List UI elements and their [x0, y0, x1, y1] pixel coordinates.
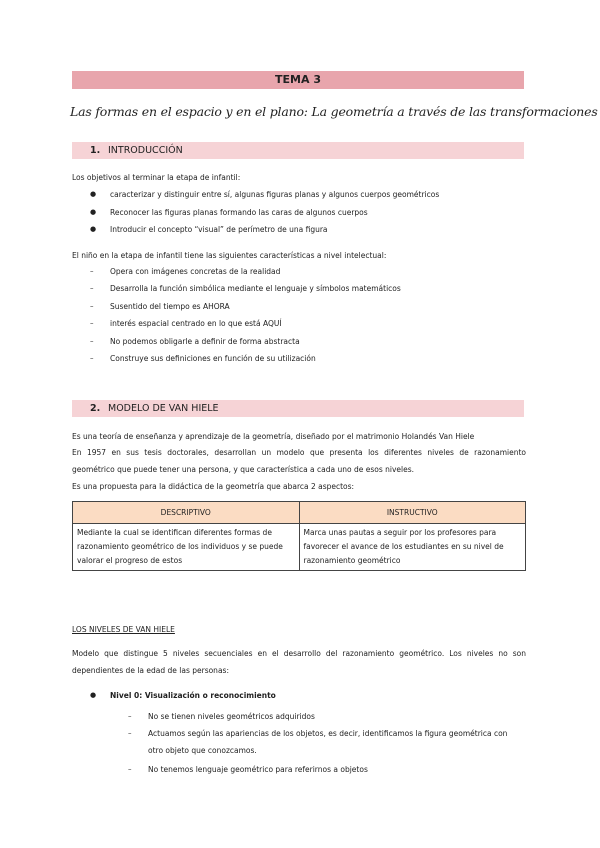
table-cell-descriptivo: Mediante la cual se identifican diferentes formas de razonamiento geométrico de los individuos y se puede valorar el progreso de estos: [73, 524, 300, 571]
section-2-title: MODELO DE VAN HIELE: [108, 403, 219, 414]
section-2-paragraph: Es una teoría de enseñanza y aprendizaje de la geometría, diseñado por el matrimonio Holandés Van Hiele: [72, 432, 475, 441]
levels-heading: LOS NIVELES DE VAN HIELE: [72, 625, 175, 634]
dash-icon: –: [128, 765, 132, 773]
objective-item: ● Introducir el concepto “visual” de perímetro de una figura: [90, 225, 328, 234]
dash-icon: –: [128, 729, 132, 737]
dash-icon: –: [90, 354, 94, 362]
dash-icon: –: [90, 302, 94, 310]
dash-icon: –: [90, 319, 94, 327]
objective-item: ● caracterizar y distinguir entre sí, algunas figuras planas y algunos cuerpos geométricos: [90, 190, 440, 199]
table-header-descriptivo: DESCRIPTIVO: [73, 502, 300, 524]
section-2-paragraph: geométrico que puede tener una persona, y que característica a cada uno de esos niveles.: [72, 465, 415, 474]
objective-item: ● Reconocer las figuras planas formando las caras de algunos cuerpos: [90, 208, 368, 217]
level-0-title: ● Nivel 0: Visualización o reconocimiento: [90, 691, 276, 700]
bullet-dot-icon: ●: [90, 190, 97, 198]
trait-item: – Construye sus definiciones en función de su utilización: [90, 354, 316, 363]
levels-intro: Modelo que distingue 5 niveles secuenciales en el desarrollo del razonamiento geométrico. Los niveles no son: [72, 649, 526, 658]
table-header-row: [73, 502, 526, 524]
bullet-dot-icon: ●: [90, 208, 97, 216]
section-2-number: 2.: [90, 403, 101, 414]
trait-item: – Desarrolla la función simbólica mediante el lenguaje y símbolos matemáticos: [90, 284, 401, 293]
level-0-item: – Actuamos según las apariencias de los objetos, es decir, identificamos la figura geométrica con: [128, 729, 508, 738]
table-cell-instructivo: Marca unas pautas a seguir por los profesores para favorecer el avance de los estudiantes en su nivel de razonamiento geométrico: [299, 524, 526, 571]
section-1-header: [72, 142, 524, 159]
dash-icon: –: [90, 284, 94, 292]
section-1-title: INTRODUCCIÓN: [108, 145, 183, 156]
table-header-instructivo: INSTRUCTIVO: [299, 502, 526, 524]
levels-intro: dependientes de la edad de las personas:: [72, 666, 229, 675]
trait-item: – No podemos obligarle a definir de forma abstracta: [90, 337, 300, 346]
tema-title: TEMA 3: [72, 71, 524, 89]
level-0-item: – No tenemos lenguaje geométrico para referirnos a objetos: [128, 765, 368, 774]
bullet-dot-icon: ●: [90, 225, 97, 233]
section-1-number: 1.: [90, 145, 101, 156]
section-2-paragraph: En 1957 en sus tesis doctorales, desarrollan un modelo que presenta los diferentes niveles de razonamiento: [72, 448, 526, 457]
trait-item: – interés espacial centrado en lo que está AQUÍ: [90, 319, 282, 328]
document-subtitle: Las formas en el espacio y en el plano: La geometría a través de las transformaciones: [70, 104, 598, 119]
dash-icon: –: [90, 267, 94, 275]
objectives-intro: Los objetivos al terminar la etapa de infantil:: [72, 173, 241, 182]
section-2-header: [72, 400, 524, 417]
level-0-item: – No se tienen niveles geométricos adquiridos: [128, 712, 315, 721]
aspects-table: [72, 501, 526, 571]
child-intro: El niño en la etapa de infantil tiene las siguientes características a nivel intelectual:: [72, 251, 387, 260]
section-2-paragraph: Es una propuesta para la didáctica de la geometría que abarca 2 aspectos:: [72, 482, 355, 491]
dash-icon: –: [90, 337, 94, 345]
trait-item: – Susentido del tiempo es AHORA: [90, 302, 230, 311]
dash-icon: –: [128, 712, 132, 720]
table-row: [73, 524, 526, 571]
trait-item: – Opera con imágenes concretas de la realidad: [90, 267, 281, 276]
bullet-dot-icon: ●: [90, 691, 97, 699]
level-0-item-continuation: otro objeto que conozcamos.: [148, 746, 257, 755]
